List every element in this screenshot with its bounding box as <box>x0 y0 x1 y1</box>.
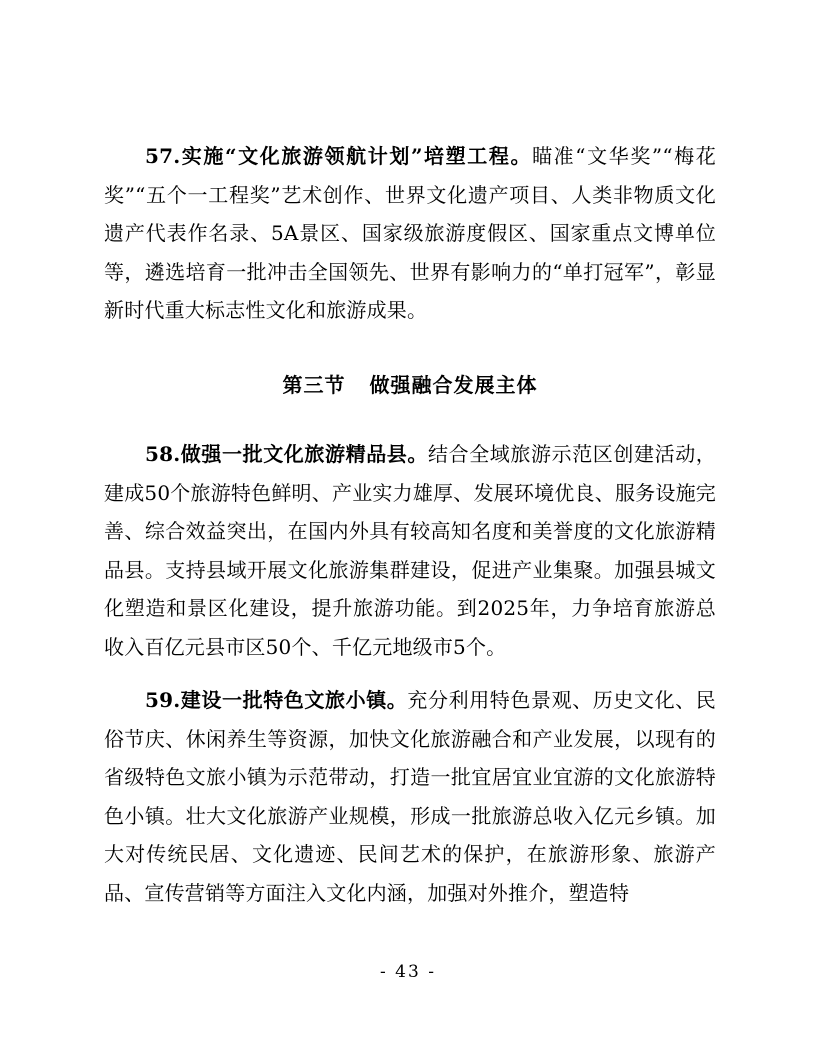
paragraph-58-body: 结合全域旅游示范区创建活动，建成50个旅游特色鲜明、产业实力雄厚、发展环境优良、服务设施完善、综合效益突出，在国内外具有较高知名度和美誉度的文化旅游精品县。支持县域开展文化旅游集群建设，促进产业集聚。加强县城文化塑造和景区化建设，提升旅游功能。到2025年，力争培育旅游总收入百亿元县市区50个、千亿元地级市5个。 <box>104 442 716 659</box>
paragraph-59 <box>104 681 716 912</box>
paragraph-57 <box>104 137 716 330</box>
paragraph-59-body: 充分利用特色景观、历史文化、民俗节庆、休闲养生等资源，加快文化旅游融合和产业发展，以现有的省级特色文旅小镇为示范带动，打造一批宜居宜业宜游的文化旅游特色小镇。壮大文化旅游产业规模，形成一批旅游总收入亿元乡镇。加大对传统民居、文化遗迹、民间艺术的保护，在旅游形象、旅游产品、宣传营销等方面注入文化内涵，加强对外推介，塑造特 <box>104 688 716 905</box>
section-heading <box>104 366 716 405</box>
section-number: 第三节 <box>282 373 346 397</box>
section-title: 做强融合发展主体 <box>369 373 538 397</box>
paragraph-58 <box>104 435 716 666</box>
paragraph-57-body: 瞄准“文华奖”“梅花奖”“五个一工程奖”艺术创作、世界文化遗产项目、人类非物质文化遗产代表作名录、5A景区、国家级旅游度假区、国家重点文博单位等，遴选培育一批冲击全国领先、世界有影响力的“单打冠军”，彰显新时代重大标志性文化和旅游成果。 <box>104 144 716 322</box>
paragraph-59-heading: 59.建设一批特色文旅小镇。 <box>145 688 408 712</box>
paragraph-58-heading: 58.做强一批文化旅游精品县。 <box>145 442 428 466</box>
page-number: - 43 - <box>380 962 436 982</box>
paragraph-57-heading: 57.实施“文化旅游领航计划”培塑工程。 <box>145 144 533 168</box>
